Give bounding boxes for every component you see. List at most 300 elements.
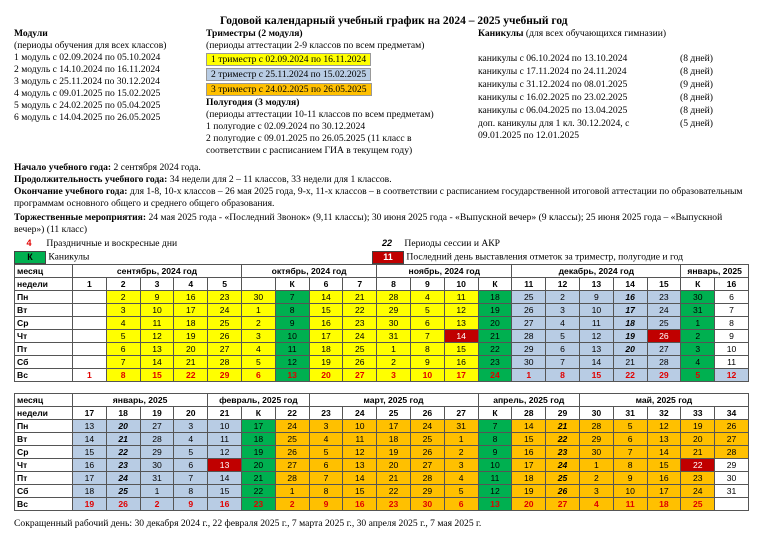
modules-block (14, 28, 166, 124)
date-cell: 7 (478, 420, 512, 433)
date-cell: 13 (73, 420, 107, 433)
holiday-days: (8 дней) (680, 105, 713, 116)
date-cell (73, 356, 107, 369)
date-cell: 2 (106, 291, 140, 304)
holiday-item: каникулы с 06.10.2024 по 13.10.2024 (478, 53, 628, 64)
date-cell: 6 (613, 433, 647, 446)
date-cell: 7 (106, 356, 140, 369)
weekday-row (15, 317, 749, 330)
date-cell: 10 (410, 369, 444, 382)
calendar-table-autumn (14, 264, 749, 382)
date-cell: 19 (241, 446, 275, 459)
date-cell: 18 (73, 485, 107, 498)
date-cell: 13 (647, 433, 681, 446)
module-item: 4 модуль с 09.01.2025 по 15.02.2025 (14, 88, 161, 99)
date-cell: 19 (613, 330, 647, 343)
date-cell: 30 (377, 317, 411, 330)
legend-vacation-label: Каникулы (48, 251, 90, 263)
date-cell: 24 (343, 330, 377, 343)
date-cell: 17 (444, 369, 478, 382)
half-year-item: соответствии с расписанием ГИА в текущем году) (206, 145, 413, 156)
calendar-table-spring (14, 393, 749, 511)
weekday-label: Ср (15, 446, 73, 459)
date-cell: 3 (241, 330, 275, 343)
legend-holidays (14, 238, 177, 250)
modules-heading: Модули (14, 28, 48, 39)
date-cell (73, 304, 107, 317)
date-cell: 25 (681, 498, 715, 511)
module-item: 3 модуль с 25.11.2024 по 30.12.2024 (14, 76, 160, 87)
week-number: 13 (579, 278, 613, 291)
date-cell: 28 (715, 446, 749, 459)
week-number: 12 (546, 278, 580, 291)
legend-session-label: Периоды сессии и АКР (404, 238, 501, 249)
date-cell: 13 (208, 459, 242, 472)
date-cell: 30 (579, 446, 613, 459)
date-cell: 6 (174, 459, 208, 472)
date-cell: 2 (579, 472, 613, 485)
date-cell: 8 (613, 459, 647, 472)
date-cell: 1 (73, 369, 107, 382)
module-item: 2 модуль с 14.10.2024 по 16.11.2024 (14, 64, 160, 75)
date-cell: 15 (512, 433, 546, 446)
date-cell: 27 (410, 459, 444, 472)
week-number: 27 (444, 407, 478, 420)
week-number: 19 (140, 407, 174, 420)
week-number: К (478, 407, 512, 420)
date-cell: 5 (106, 330, 140, 343)
week-number: 14 (613, 278, 647, 291)
date-cell: 31 (377, 330, 411, 343)
date-cell: 22 (546, 433, 580, 446)
date-cell: 6 (309, 459, 343, 472)
week-number: К (478, 278, 512, 291)
week-number: К (241, 407, 275, 420)
date-cell: 3 (377, 369, 411, 382)
date-cell: 27 (546, 498, 580, 511)
date-cell: 19 (512, 485, 546, 498)
weekday-label: Вс (15, 498, 73, 511)
info-block (14, 162, 748, 236)
month-header: ноябрь, 2024 год (377, 265, 512, 278)
date-cell: 5 (174, 446, 208, 459)
date-cell: 3 (309, 420, 343, 433)
weekday-label: Пн (15, 420, 73, 433)
duration-text: 34 недели для 2 – 11 классов, 33 недели для 1 классов. (167, 174, 392, 185)
date-cell: 5 (681, 369, 715, 382)
date-cell: 10 (613, 485, 647, 498)
date-cell: 1 (444, 433, 478, 446)
date-cell: 12 (478, 485, 512, 498)
date-cell: 18 (309, 343, 343, 356)
date-cell: 15 (140, 369, 174, 382)
date-cell: 17 (613, 304, 647, 317)
legend-session (372, 238, 500, 250)
month-label: месяц (15, 394, 73, 407)
date-cell: 31 (444, 420, 478, 433)
date-cell: 1 (275, 485, 309, 498)
holiday-days: (8 дней) (680, 66, 713, 77)
date-cell: 23 (546, 446, 580, 459)
date-cell: 15 (647, 459, 681, 472)
date-cell: 16 (647, 472, 681, 485)
date-cell: 9 (715, 330, 749, 343)
date-cell: 13 (478, 498, 512, 511)
date-cell: 10 (478, 459, 512, 472)
date-cell: 20 (174, 343, 208, 356)
month-header: январь, 2025 (73, 394, 208, 407)
date-cell: 2 (681, 330, 715, 343)
date-cell: 10 (715, 343, 749, 356)
month-header: январь, 2025 (681, 265, 749, 278)
date-cell: 22 (681, 459, 715, 472)
date-cell: 18 (647, 498, 681, 511)
date-cell: 28 (275, 472, 309, 485)
date-cell: 7 (546, 356, 580, 369)
date-cell: 3 (444, 459, 478, 472)
date-cell: 27 (647, 343, 681, 356)
date-cell (715, 498, 749, 511)
date-cell: 2 (546, 291, 580, 304)
month-header: апрель, 2025 год (478, 394, 579, 407)
weekday-label: Ср (15, 317, 73, 330)
date-cell: 13 (444, 317, 478, 330)
date-cell (73, 343, 107, 356)
date-cell: 9 (613, 472, 647, 485)
date-cell: 30 (512, 356, 546, 369)
date-cell: 4 (681, 356, 715, 369)
date-cell: 5 (444, 485, 478, 498)
legend-session-sample: 22 (372, 238, 402, 249)
date-cell: 14 (647, 446, 681, 459)
week-number: 28 (512, 407, 546, 420)
date-cell: 26 (106, 498, 140, 511)
date-cell: 13 (140, 343, 174, 356)
date-cell: 20 (478, 317, 512, 330)
date-cell: 23 (106, 459, 140, 472)
date-cell: 25 (512, 291, 546, 304)
date-cell: 16 (613, 291, 647, 304)
date-cell: 5 (546, 330, 580, 343)
date-cell: 24 (208, 304, 242, 317)
date-cell: 10 (579, 304, 613, 317)
date-cell: 14 (444, 330, 478, 343)
date-cell: 28 (647, 356, 681, 369)
date-cell: 16 (208, 498, 242, 511)
date-cell: 30 (715, 472, 749, 485)
date-cell: 9 (140, 291, 174, 304)
date-cell: 11 (715, 356, 749, 369)
holiday-days: (9 дней) (680, 79, 713, 90)
date-cell: 13 (343, 459, 377, 472)
date-cell: 25 (647, 317, 681, 330)
date-cell: 11 (140, 317, 174, 330)
weekday-label: Вс (15, 369, 73, 382)
week-label: недели (15, 278, 73, 291)
half-year-heading: Полугодия (3 модуля) (206, 97, 300, 108)
date-cell: 19 (174, 330, 208, 343)
date-cell: 7 (613, 446, 647, 459)
date-cell: 27 (208, 343, 242, 356)
week-number: 3 (140, 278, 174, 291)
module-item: 1 модуль с 02.09.2024 по 05.10.2024 (14, 52, 161, 63)
date-cell: 25 (208, 317, 242, 330)
legend-last-day-sample: 11 (372, 251, 404, 264)
date-cell: 1 (241, 304, 275, 317)
date-cell: 17 (241, 420, 275, 433)
start-label: Начало учебного года: (14, 162, 112, 173)
date-cell: 20 (613, 343, 647, 356)
date-cell: 23 (241, 498, 275, 511)
date-cell: 24 (275, 420, 309, 433)
date-cell: 8 (715, 317, 749, 330)
date-cell: 10 (275, 330, 309, 343)
legend-holiday-sample: 4 (14, 238, 44, 249)
events-label: Торжественные мероприятия: (14, 212, 147, 223)
date-cell: 12 (140, 330, 174, 343)
date-cell: 20 (377, 459, 411, 472)
week-number (241, 278, 275, 291)
weekday-row (15, 446, 749, 459)
date-cell: 8 (410, 343, 444, 356)
month-header: февраль, 2025 год (208, 394, 309, 407)
date-cell: 11 (579, 317, 613, 330)
modules-sub: (периоды обучения для всех классов) (14, 40, 167, 51)
date-cell: 24 (106, 472, 140, 485)
date-cell: 12 (715, 369, 749, 382)
date-cell: 26 (647, 330, 681, 343)
date-cell: 3 (546, 304, 580, 317)
date-cell: 25 (410, 433, 444, 446)
date-cell: 19 (377, 446, 411, 459)
date-cell: 19 (309, 356, 343, 369)
date-cell: 21 (613, 356, 647, 369)
date-cell: 16 (444, 356, 478, 369)
weekday-label: Пн (15, 291, 73, 304)
week-number: 23 (309, 407, 343, 420)
date-cell: 27 (140, 420, 174, 433)
date-cell: 1 (377, 343, 411, 356)
date-cell: 19 (681, 420, 715, 433)
date-cell: 22 (241, 485, 275, 498)
date-cell: 14 (140, 356, 174, 369)
date-cell: 28 (410, 472, 444, 485)
week-number: 7 (343, 278, 377, 291)
date-cell: 20 (681, 433, 715, 446)
week-number: К (681, 278, 715, 291)
date-cell: 5 (309, 446, 343, 459)
date-cell: 21 (343, 291, 377, 304)
date-cell: 8 (174, 485, 208, 498)
date-cell: 23 (478, 356, 512, 369)
weekday-label: Вт (15, 304, 73, 317)
date-cell: 31 (140, 472, 174, 485)
date-cell: 23 (681, 472, 715, 485)
events-text: 24 мая 2025 года - «Последний Звонок» (9,11 классы); 30 июня 2025 года - «Выпускной вечер» (9 классы); 25 июня 2025 года – «Выпускной вечер») (11 класс) (14, 212, 723, 235)
date-cell: 25 (275, 433, 309, 446)
date-cell: 6 (715, 291, 749, 304)
weekday-row (15, 330, 749, 343)
trimester-item-3: 3 триместр с 24.02.2025 по 26.05.2025 (206, 83, 372, 96)
date-cell: 29 (579, 433, 613, 446)
date-cell: 12 (444, 304, 478, 317)
date-cell: 26 (343, 356, 377, 369)
date-cell: 24 (546, 459, 580, 472)
weekday-label: Сб (15, 485, 73, 498)
date-cell: 12 (275, 356, 309, 369)
date-cell: 10 (140, 304, 174, 317)
date-cell: 24 (410, 420, 444, 433)
date-cell: 22 (343, 304, 377, 317)
date-cell: 27 (343, 369, 377, 382)
date-cell: 17 (309, 330, 343, 343)
date-cell: 18 (478, 291, 512, 304)
date-cell: 3 (681, 343, 715, 356)
date-cell (73, 330, 107, 343)
date-cell: 19 (478, 304, 512, 317)
date-cell: 3 (106, 304, 140, 317)
date-cell: 15 (208, 485, 242, 498)
date-cell: 14 (512, 420, 546, 433)
trimester-item-1: 1 триместр с 02.09.2024 по 16.11.2024 (206, 53, 371, 66)
weekday-row (15, 356, 749, 369)
week-number: 30 (579, 407, 613, 420)
date-cell: 17 (174, 304, 208, 317)
date-cell: 4 (241, 343, 275, 356)
date-cell: 26 (715, 420, 749, 433)
date-cell: 21 (174, 356, 208, 369)
date-cell: 18 (241, 433, 275, 446)
legend-last-day-label: Последний день выставления отметок за триместр, полугодие и год (406, 251, 684, 263)
date-cell: 2 (241, 317, 275, 330)
legend-vacation (14, 251, 89, 264)
date-cell: 13 (579, 343, 613, 356)
date-cell: 18 (174, 317, 208, 330)
date-cell: 8 (478, 433, 512, 446)
date-cell: 7 (275, 291, 309, 304)
date-cell: 15 (343, 485, 377, 498)
trimesters-sub: (периоды аттестации 2-9 классов по всем предметам) (206, 40, 425, 51)
week-number: 9 (410, 278, 444, 291)
date-cell: 20 (309, 369, 343, 382)
week-number: 22 (275, 407, 309, 420)
week-row (15, 278, 749, 291)
month-header: сентябрь, 2024 год (73, 265, 242, 278)
holidays-sub: (для всех обучающихся гимназии) (525, 28, 667, 39)
week-number: 2 (106, 278, 140, 291)
date-cell: 11 (343, 433, 377, 446)
month-row (15, 394, 749, 407)
week-number: 26 (410, 407, 444, 420)
week-number: К (275, 278, 309, 291)
date-cell: 22 (478, 343, 512, 356)
date-cell: 26 (208, 330, 242, 343)
date-cell: 6 (444, 498, 478, 511)
duration-label: Продолжительность учебного года: (14, 174, 168, 185)
date-cell: 29 (715, 459, 749, 472)
week-number: 29 (546, 407, 580, 420)
date-cell: 4 (444, 472, 478, 485)
date-cell: 11 (275, 343, 309, 356)
date-cell: 29 (140, 446, 174, 459)
date-cell: 23 (343, 317, 377, 330)
half-year-item: 1 полугодие с 02.09.2024 по 30.12.2024 (206, 121, 366, 132)
date-cell: 17 (647, 485, 681, 498)
date-cell: 2 (377, 356, 411, 369)
date-cell: 24 (647, 304, 681, 317)
date-cell: 21 (478, 330, 512, 343)
date-cell: 27 (715, 433, 749, 446)
date-cell: 17 (377, 420, 411, 433)
holiday-item: доп. каникулы для 1 кл. 30.12.2024, с (478, 118, 630, 129)
weekday-label: Пт (15, 472, 73, 485)
week-number: 1 (73, 278, 107, 291)
date-cell: 25 (343, 343, 377, 356)
date-cell: 6 (106, 343, 140, 356)
half-year-item: 2 полугодие с 09.01.2025 по 26.05.2025 (11 класс в (206, 133, 412, 144)
date-cell: 30 (410, 498, 444, 511)
week-number: 21 (208, 407, 242, 420)
date-cell: 1 (681, 317, 715, 330)
date-cell: 15 (73, 446, 107, 459)
date-cell: 5 (241, 356, 275, 369)
date-cell: 8 (546, 369, 580, 382)
week-number: 18 (106, 407, 140, 420)
date-cell: 25 (106, 485, 140, 498)
date-cell: 22 (377, 485, 411, 498)
date-cell: 27 (275, 459, 309, 472)
weekday-label: Вт (15, 433, 73, 446)
holidays-heading: Каникулы (478, 28, 524, 39)
holiday-item: каникулы с 16.02.2025 по 23.02.2025 (478, 92, 628, 103)
date-cell: 8 (309, 485, 343, 498)
date-cell: 19 (73, 498, 107, 511)
trimester-item-2: 2 триместр с 25.11.2024 по 15.02.2025 (206, 68, 371, 81)
date-cell: 15 (444, 343, 478, 356)
weekday-row (15, 485, 749, 498)
week-number: 4 (174, 278, 208, 291)
legend-holiday-label: Праздничные и воскресные дни (46, 238, 178, 249)
date-cell: 30 (681, 291, 715, 304)
date-cell: 13 (275, 369, 309, 382)
week-label: недели (15, 407, 73, 420)
date-cell: 7 (715, 304, 749, 317)
date-cell: 16 (512, 446, 546, 459)
date-cell (73, 291, 107, 304)
holiday-item: каникулы с 31.12.2024 по 08.01.2025 (478, 79, 628, 90)
page-title: Годовой календарный учебный график на 2024 – 2025 учебный год (220, 15, 568, 27)
date-cell: 4 (106, 317, 140, 330)
module-item: 6 модуль с 14.04.2025 по 26.05.2025 (14, 112, 161, 123)
date-cell: 5 (410, 304, 444, 317)
date-cell: 12 (208, 446, 242, 459)
week-number: 8 (377, 278, 411, 291)
date-cell: 28 (140, 433, 174, 446)
date-cell: 15 (309, 304, 343, 317)
date-cell: 26 (275, 446, 309, 459)
weekday-label: Пт (15, 343, 73, 356)
date-cell: 9 (579, 291, 613, 304)
date-cell: 18 (512, 472, 546, 485)
date-cell: 16 (73, 459, 107, 472)
date-cell: 23 (208, 291, 242, 304)
holidays-block (478, 28, 713, 142)
month-header: октябрь, 2024 год (241, 265, 376, 278)
date-cell: 18 (377, 433, 411, 446)
date-cell: 2 (140, 498, 174, 511)
date-cell: 31 (681, 304, 715, 317)
week-number: 17 (73, 407, 107, 420)
